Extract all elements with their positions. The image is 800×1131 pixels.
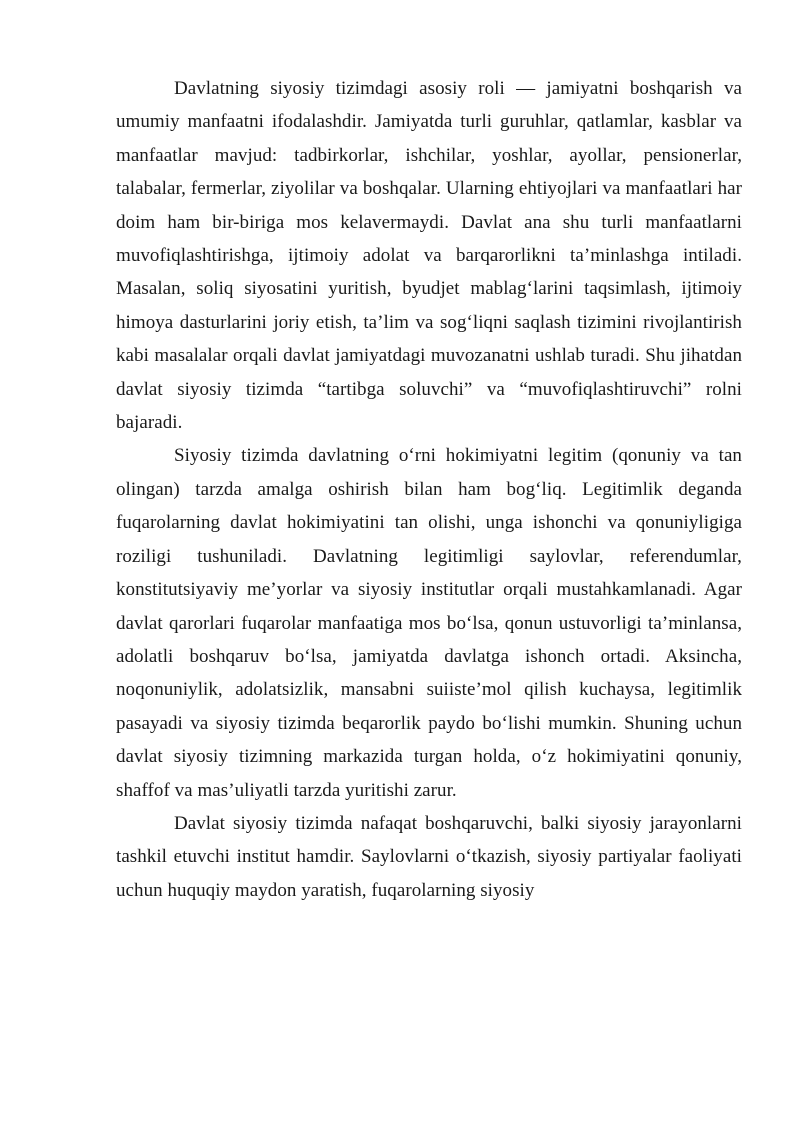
body-text	[116, 72, 742, 907]
paragraph-political-processes: Davlat siyosiy tizimda nafaqat boshqaruvchi, balki siyosiy jarayonlarni tashkil etuvchi institut hamdir. Saylovlarni o‘tkazish, siyosiy partiyalar faoliyati uchun huquqiy maydon yaratish, fuqarolarning siyosiy	[116, 812, 742, 901]
paragraph-legitimacy: Siyosiy tizimda davlatning o‘rni hokimiyatni legitim (qonuniy va tan olingan) tarzda amalga oshirish bilan ham bog‘liq. Legitimlik deganda fuqarolarning davlat hokimiyatini tan olishi, unga ishonchi va qonuniyligiga roziligi tushuniladi. Davlatning legitimligi saylovlar, referendumlar, konstitutsiyaviy me’yorlar va siyosiy institutlar orqali mustahkamlanadi. Agar davlat qarorlari fuqarolar manfaatiga mos bo‘lsa, qonun ustuvorligi ta’minlansa, adolatli boshqaruv bo‘lsa, jamiyatda davlatga ishonch ortadi. Aksincha, noqonuniylik, adolatsizlik, mansabni suiiste’mol qilish kuchaysa, legitimlik pasayadi va siyosiy tizimda beqarorlik paydo bo‘lishi mumkin. Shuning uchun davlat siyosiy tizimning markazida turgan holda, o‘z hokimiyatini qonuniy, shaffof va mas’uliyatli tarzda yuritishi zarur.	[116, 445, 742, 801]
paragraph-state-role: Davlatning siyosiy tizimdagi asosiy roli — jamiyatni boshqarish va umumiy manfaatni ifodalashdir. Jamiyatda turli guruhlar, qatlamlar, kasblar va manfaatlar mavjud: tadbirkorlar, ishchilar, yoshlar, ayollar, pensionerlar, talabalar, fermerlar, ziyolilar va boshqalar. Ularning ehtiyojlari va manfaatlari har doim ham bir-biriga mos kelavermaydi. Davlat ana shu turli manfaatlarni muvofiqlashtirishga, ijtimoiy adolat va barqarorlikni ta’minlashga intiladi. Masalan, soliq siyosatini yuritish, byudjet mablag‘larini taqsimlash, ijtimoiy himoya dasturlarini joriy etish, ta’lim va sog‘liqni saqlash tizimini rivojlantirish kabi masalalar orqali davlat jamiyatdagi muvozanatni ushlab turadi. Shu jihatdan davlat siyosiy tizimda “tartibga soluvchi” va “muvofiqlashtiruvchi” rolni bajaradi.	[116, 78, 742, 434]
